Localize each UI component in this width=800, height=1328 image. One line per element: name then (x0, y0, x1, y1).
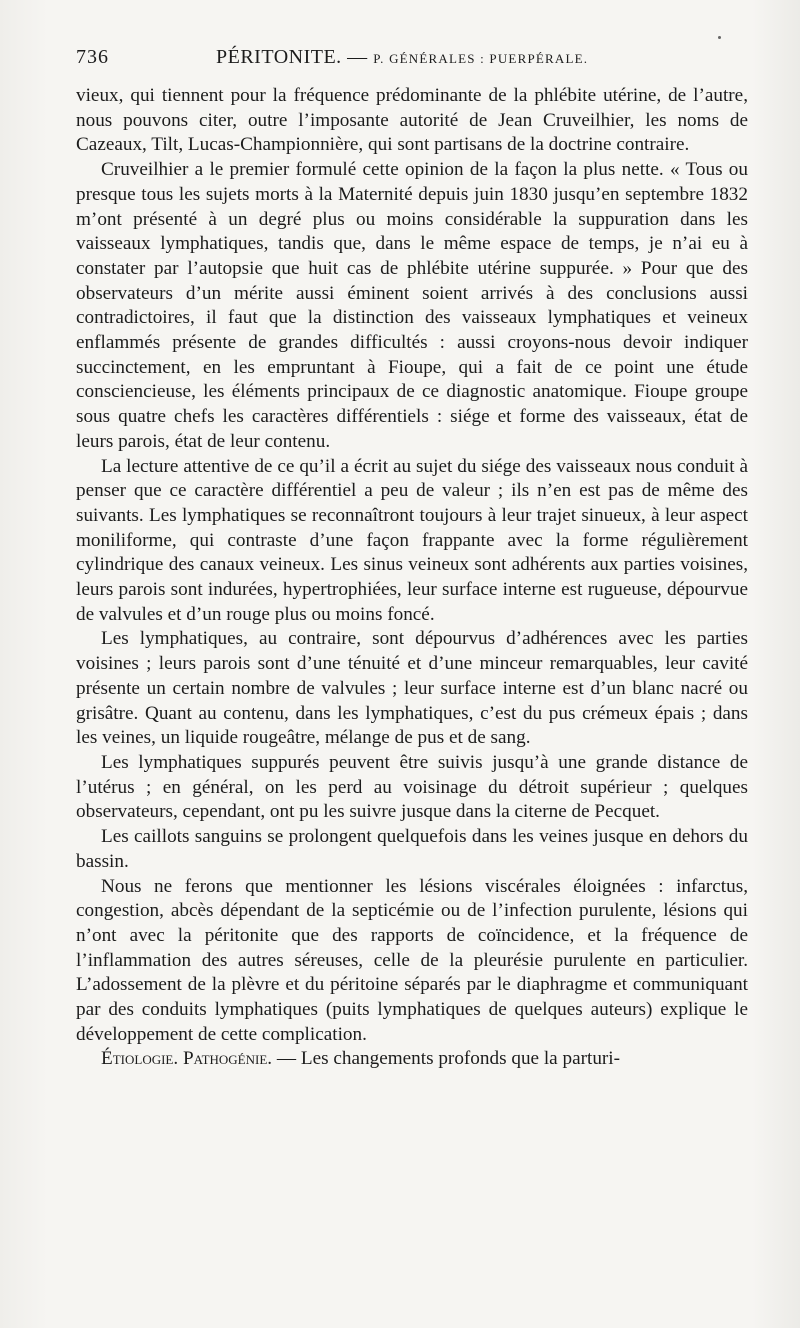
running-title (216, 46, 588, 69)
paragraph-2: Cruveilhier a le premier formulé cette opinion de la façon la plus nette. « Tous ou presque tous les sujets morts à la Maternité depuis juin 1830 jusqu’en septembre 1832 m’ont présenté à un degré plus ou moins considérable la suppuration dans les vaisseaux lymphatiques, tandis que, dans le même espace de temps, je n’ai eu à constater par l’autopsie que huit cas de phlébite utérine suppurée. » Pour que des observateurs d’un mérite aussi éminent soient arrivés à des conclusions aussi contradictoires, il faut que la distinction des vaisseaux lymphatiques et veineux enflammés présente de grandes difficultés : aussi croyons-nous devoir indiquer succinctement, en les empruntant à Fioupe, qui a fait de ce point une étude consciencieuse, les éléments principaux de ce diagnostic anatomique. Fioupe groupe sous quatre chefs les caractères différentiels : siége et forme des vaisseaux, état de leurs parois, état de leur contenu. (76, 159, 748, 452)
ink-speck (718, 36, 721, 39)
paragraph-8 (76, 1047, 748, 1072)
paragraph-4: Les lymphatiques, au contraire, sont dépourvus d’adhérences avec les parties voisines ; leurs parois sont d’une ténuité et d’une minceur remarquables, leur cavité présente un certain nombre de valvules ; leur surface interne est d’un blanc nacré ou grisâtre. Quant au contenu, dans les lymphatiques, c’est du pus crémeux épais ; dans les veines, un liquide rougeâtre, mélange de pus et de sang. (76, 628, 748, 749)
running-title-main: PÉRITONITE. — (216, 46, 368, 68)
body-text (76, 84, 748, 1072)
paragraph-6: Les caillots sanguins se prolongent quelquefois dans les veines jusque en dehors du bassin. (76, 826, 748, 872)
page-number: 736 (76, 46, 109, 68)
running-title-sub: P. GÉNÉRALES : PUERPÉRALE. (373, 51, 589, 66)
paragraph-5: Les lymphatiques suppurés peuvent être suivis jusqu’à une grande distance de l’utérus ; en général, on les perd au voisinage du détroit supérieur ; quelques observateurs, cependant, ont pu les suivre jusque dans la citerne de Pecquet. (76, 751, 748, 823)
paragraph-7: Nous ne ferons que mentionner les lésions viscérales éloignées : infarctus, congestion, abcès dépendant de la septicémie ou de l’infection purulente, lésions qui n’ont avec la péritonite que des rapports de coïncidence, et la fréquence de l’inflammation des autres séreuses, celle de la pleurésie purulente en particulier. L’adossement de la plèvre et du péritoine séparés par le diaphragme et communiquant par des conduits lymphatiques (puits lymphatiques de quelques auteurs) explique le développement de cette complication. (76, 875, 748, 1045)
section-heading: Étiologie. Pathogénie. — (101, 1048, 297, 1070)
paragraph-3: La lecture attentive de ce qu’il a écrit au sujet du siége des vaisseaux nous conduit à penser que ce caractère différentiel a peu de valeur ; ils n’en est pas de même des suivants. Les lymphatiques se reconnaîtront toujours à leur trajet sinueux, à leur aspect moniliforme, qui contraste d’une façon frappante avec la forme régulièrement cylindrique des canaux veineux. Les sinus veineux sont adhérents aux parties voisines, leurs parois sont indurées, hypertrophiées, leur surface interne est rugueuse, dépourvue de valvules et d’un rouge plus ou moins foncé. (76, 455, 748, 625)
section-text: Les changements profonds que la parturi- (296, 1048, 621, 1070)
running-header (76, 46, 746, 76)
paragraph-1: vieux, qui tiennent pour la fréquence prédominante de la phlébite utérine, de l’autre, nous pouvons citer, outre l’imposante autorité de Jean Cruveilhier, les noms de Cazeaux, Tilt, Lucas-Championnière, qui sont partisans de la doctrine contraire. (76, 85, 748, 156)
